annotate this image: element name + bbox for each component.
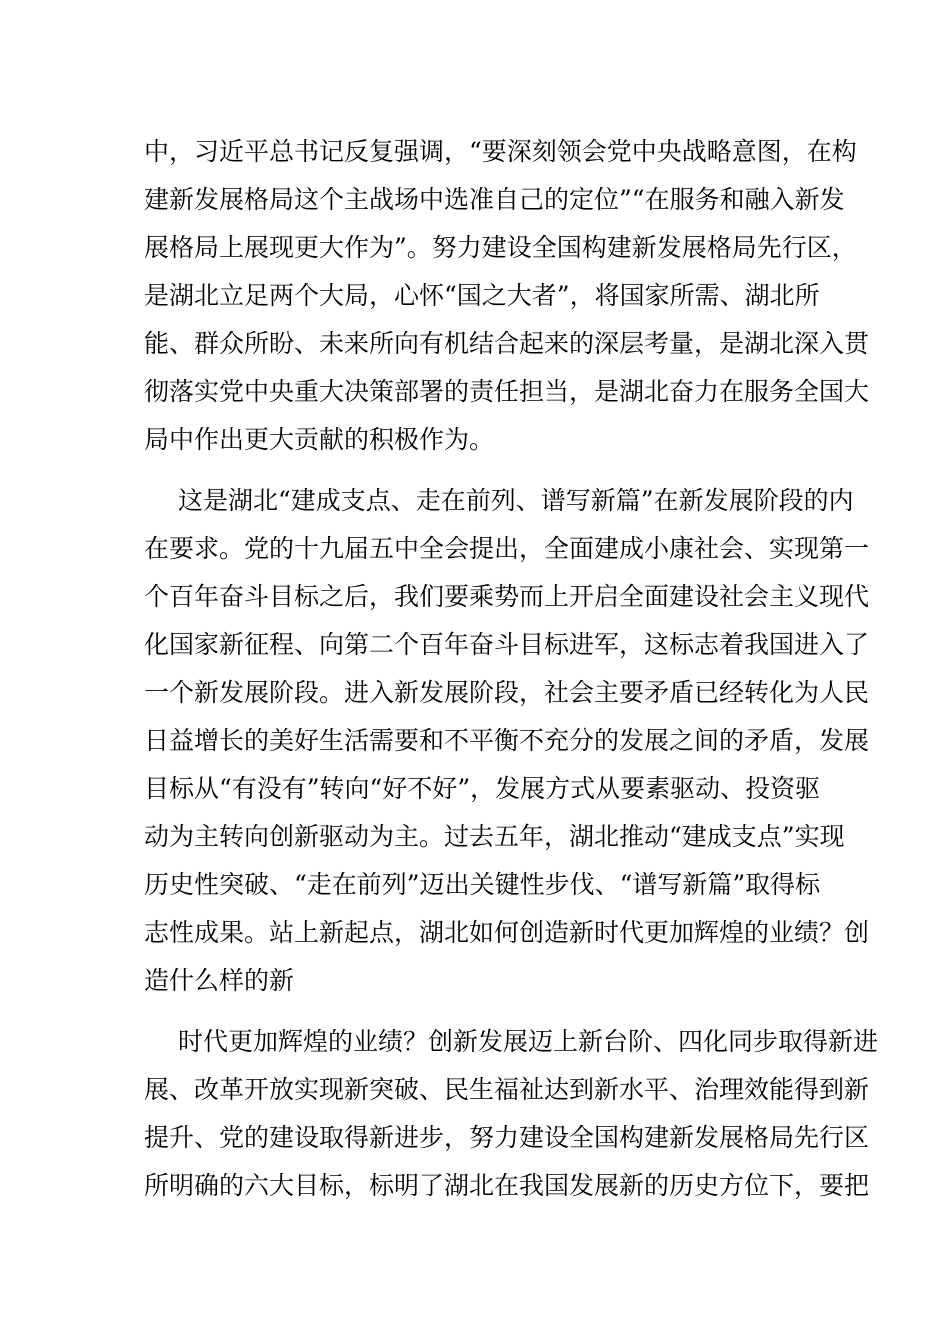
text-line: 展、改革开放实现新突破、民生福祉达到新水平、治理效能得到新	[144, 1075, 870, 1104]
text-line: 展格局上展现更大作为”。努力建设全国构建新发展格局先行区，	[144, 233, 857, 262]
text-line: 能、群众所盼、未来所向有机结合起来的深层考量，是湖北深入贯	[144, 329, 870, 358]
text-line: 在要求。党的十九届五中全会提出，全面建成小康社会、实现第一	[144, 534, 870, 563]
text-line: 志性成果。站上新起点，湖北如何创造新时代更加辉煌的业绩？创	[144, 918, 870, 947]
text-line: 中，习近平总书记反复强调，“要深刻领会党中央战略意图，在构	[144, 137, 857, 166]
text-line: 建新发展格局这个主战场中选准自己的定位”“在服务和融入新发	[144, 185, 845, 214]
text-line: 目标从“有没有”转向“好不好”，发展方式从要素驱动、投资驱	[144, 774, 821, 803]
text-line: 提升、党的建设取得新进步，努力建设全国构建新发展格局先行区	[144, 1123, 870, 1152]
text-line: 所明确的六大目标，标明了湖北在我国发展新的历史方位下，要把	[144, 1171, 870, 1200]
text-line: 是湖北立足两个大局，心怀“国之大者”，将国家所需、湖北所	[144, 281, 820, 310]
text-line: 彻落实党中央重大决策部署的责任担当，是湖北奋力在服务全国大	[144, 377, 870, 406]
text-line: 时代更加辉煌的业绩？创新发展迈上新台阶、四化同步取得新进	[178, 1027, 879, 1056]
text-line: 化国家新征程、向第二个百年奋斗目标进军，这标志着我国进入了	[144, 630, 870, 659]
text-line: 局中作出更大贡献的积极作为。	[144, 425, 495, 454]
text-line: 造什么样的新	[144, 966, 295, 995]
text-line: 一个新发展阶段。进入新发展阶段，社会主要矛盾已经转化为人民	[144, 678, 870, 707]
text-line: 历史性突破、“走在前列”迈出关键性步伐、“谱写新篇”取得标	[144, 870, 821, 899]
text-line: 这是湖北“建成支点、走在前列、谱写新篇”在新发展阶段的内	[178, 486, 854, 515]
text-line: 动为主转向创新驱动为主。过去五年，湖北推动“建成支点”实现	[144, 822, 845, 851]
text-line: 日益增长的美好生活需要和不平衡不充分的发展之间的矛盾，发展	[144, 726, 870, 755]
text-line: 个百年奋斗目标之后，我们要乘势而上开启全面建设社会主义现代	[144, 582, 870, 611]
